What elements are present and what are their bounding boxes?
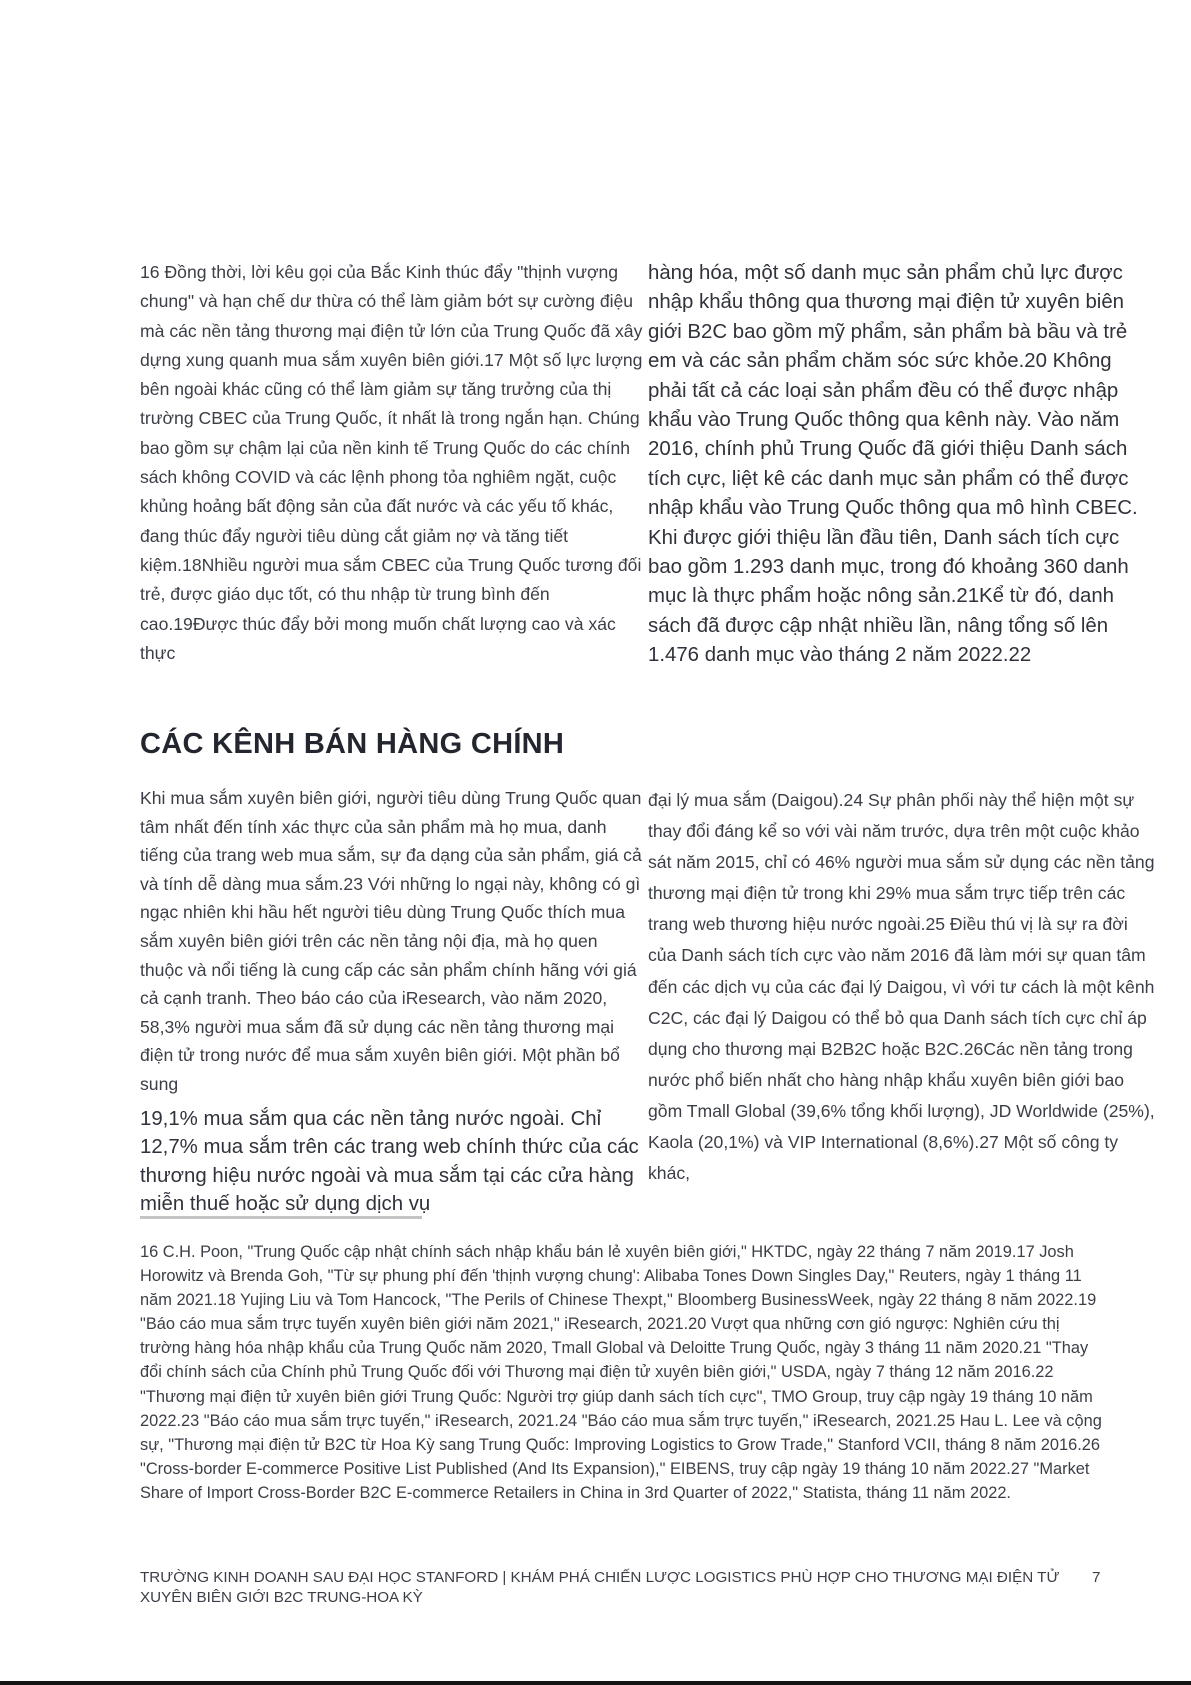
channels-left-bottom: 19,1% mua sắm qua các nền tảng nước ngoài. Chỉ 12,7% mua sắm trên các trang web chính thức của các thương hiệu nước ngoài và mua sắm tại các cửa hàng miễn thuế hoặc sử dụng dịch vụ bbox=[140, 1108, 639, 1215]
intro-left-column: 16 Đồng thời, lời kêu gọi của Bắc Kinh thúc đẩy "thịnh vượng chung" và hạn chế dư thừa có thể làm giảm bớt sự cường điệu mà các nền tảng thương mại điện tử lớn của Trung Quốc đã xây dựng xung quanh mua sắm xuyên biên giới.17 Một số lực lượng bên ngoài khác cũng có thể làm giảm sự tăng trưởng của thị trường CBEC của Trung Quốc, ít nhất là trong ngắn hạn. Chúng bao gồm sự chậm lại của nền kinh tế Trung Quốc do các chính sách không COVID và các lệnh phong tỏa nghiêm ngặt, cuộc khủng hoảng bất động sản của đất nước và các yếu tố khác, đang thúc đẩy người tiêu dùng cắt giảm nợ và tăng tiết kiệm.18Nhiều người mua sắm CBEC của Trung Quốc tương đối trẻ, được giáo dục tốt, có thu nhập từ trung bình đến cao.19Được thúc đẩy bởi mong muốn chất lượng cao và xác thực bbox=[140, 262, 643, 663]
channels-right-column: đại lý mua sắm (Daigou).24 Sự phân phối này thể hiện một sự thay đổi đáng kể so với vài năm trước, dựa trên một cuộc khảo sát năm 2015, chỉ có 46% người mua sắm sử dụng các nền tảng thương mại điện tử trong khi 29% mua sắm trực tiếp trên các trang web thương hiệu nước ngoài.25 Điều thú vị là sự ra đời của Danh sách tích cực vào năm 2016 đã làm mới sự quan tâm đến các dịch vụ của các đại lý Daigou, vì với tư cách là một kênh C2C, các đại lý Daigou có thể bỏ qua Danh sách tích cực chỉ áp dụng cho thương mại B2B2C hoặc B2C.26Các nền tảng trong nước phổ biến nhất cho hàng nhập khẩu xuyên biên giới bao gồm Tmall Global (39,6% tổng khối lượng), JD Worldwide (25%), Kaola (20,1%) và VIP International (8,6%).27 Một số công ty khác, bbox=[648, 790, 1155, 1184]
footnotes: 16 C.H. Poon, "Trung Quốc cập nhật chính sách nhập khẩu bán lẻ xuyên biên giới," HKTDC, ngày 22 tháng 7 năm 2019.17 Josh Horowitz và Brenda Goh, "Từ sự phung phí đến 'thịnh vượng chung': Alibaba Tones Down Singles Day," Reuters, ngày 1 tháng 11 năm 2021.18 Yujing Liu và Tom Hancock, "The Perils of Chinese Thexpt," Bloomberg BusinessWeek, ngày 22 tháng 8 năm 2022.19 "Báo cáo mua sắm trực tuyến xuyên biên giới năm 2021," iResearch, 2021.20 Vượt qua những cơn gió ngược: Nghiên cứu thị trường hàng hóa nhập khẩu của Trung Quốc năm 2020, Tmall Global và Deloitte Trung Quốc, ngày 3 tháng 11 năm 2020.21 "Thay đổi chính sách của Chính phủ Trung Quốc đối với Thương mại điện tử xuyên biên giới," USDA, ngày 7 tháng 12 năm 2016.22 "Thương mại điện tử xuyên biên giới Trung Quốc: Người trợ giúp danh sách tích cực", TMO Group, truy cập ngày 19 tháng 10 năm 2022.23 "Báo cáo mua sắm trực tuyến," iResearch, 2021.24 "Báo cáo mua sắm trực tuyến," iResearch, 2021.25 Hau L. Lee và cộng sự, "Thương mại điện tử B2C từ Hoa Kỳ sang Trung Quốc: Improving Logistics to Grow Trade," Stanford VCII, tháng 8 năm 2016.26 "Cross-border E-commerce Positive List Published (And Its Expansion)," EIBENS, truy cập ngày 19 tháng 10 năm 2022.27 "Market Share of Import Cross-Border B2C E-commerce Retailers in China in 3rd Quarter of 2022," Statista, tháng 11 năm 2022. bbox=[140, 1243, 1102, 1502]
intro-right-column: hàng hóa, một số danh mục sản phẩm chủ lực được nhập khẩu thông qua thương mại điện tử xuyên biên giới B2C bao gồm mỹ phẩm, sản phẩm bà bầu và trẻ em và các sản phẩm chăm sóc sức khỏe.20 Không phải tất cả các loại sản phẩm đều có thể được nhập khẩu vào Trung Quốc thông qua kênh này. Vào năm 2016, chính phủ Trung Quốc đã giới thiệu Danh sách tích cực, liệt kê các danh mục sản phẩm có thể được nhập khẩu vào Trung Quốc thông qua mô hình CBEC. Khi được giới thiệu lần đầu tiên, Danh sách tích cực bao gồm 1.293 danh mục, trong đó khoảng 360 danh mục là thực phẩm hoặc nông sản.21Kể từ đó, danh sách đã được cập nhật nhiều lần, nâng tổng số lên 1.476 danh mục vào tháng 2 năm 2022.22 bbox=[648, 262, 1138, 667]
page-number: 7 bbox=[1092, 1569, 1101, 1586]
column-divider-underline bbox=[140, 1216, 422, 1219]
page-footer bbox=[140, 1568, 1080, 1607]
channels-left-top: Khi mua sắm xuyên biên giới, người tiêu dùng Trung Quốc quan tâm nhất đến tính xác thực của sản phẩm mà họ mua, danh tiếng của trang web mua sắm, sự đa dạng của sản phẩm, giá cả và tính dễ dàng mua sắm.23 Với những lo ngại này, không có gì ngạc nhiên khi hầu hết người tiêu dùng Trung Quốc thích mua sắm xuyên biên giới trên các nền tảng nội địa, mà họ quen thuộc và nổi tiếng là cung cấp các sản phẩm chính hãng với giá cả cạnh tranh. Theo báo cáo của iResearch, vào năm 2020, 58,3% người mua sắm đã sử dụng các nền tảng thương mại điện tử trong nước để mua sắm xuyên biên giới. Một phần bổ sung bbox=[140, 788, 642, 1094]
section-heading: CÁC KÊNH BÁN HÀNG CHÍNH bbox=[140, 728, 565, 760]
bottom-edge-bar bbox=[0, 1681, 1191, 1685]
footer-text: TRƯỜNG KINH DOANH SAU ĐẠI HỌC STANFORD | KHÁM PHÁ CHIẾN LƯỢC LOGISTICS PHÙ HỢP CHO THƯƠNG MẠI ĐIỆN TỬ XUYÊN BIÊN GIỚI B2C TRUNG-HOA KỲ bbox=[140, 1569, 1060, 1606]
